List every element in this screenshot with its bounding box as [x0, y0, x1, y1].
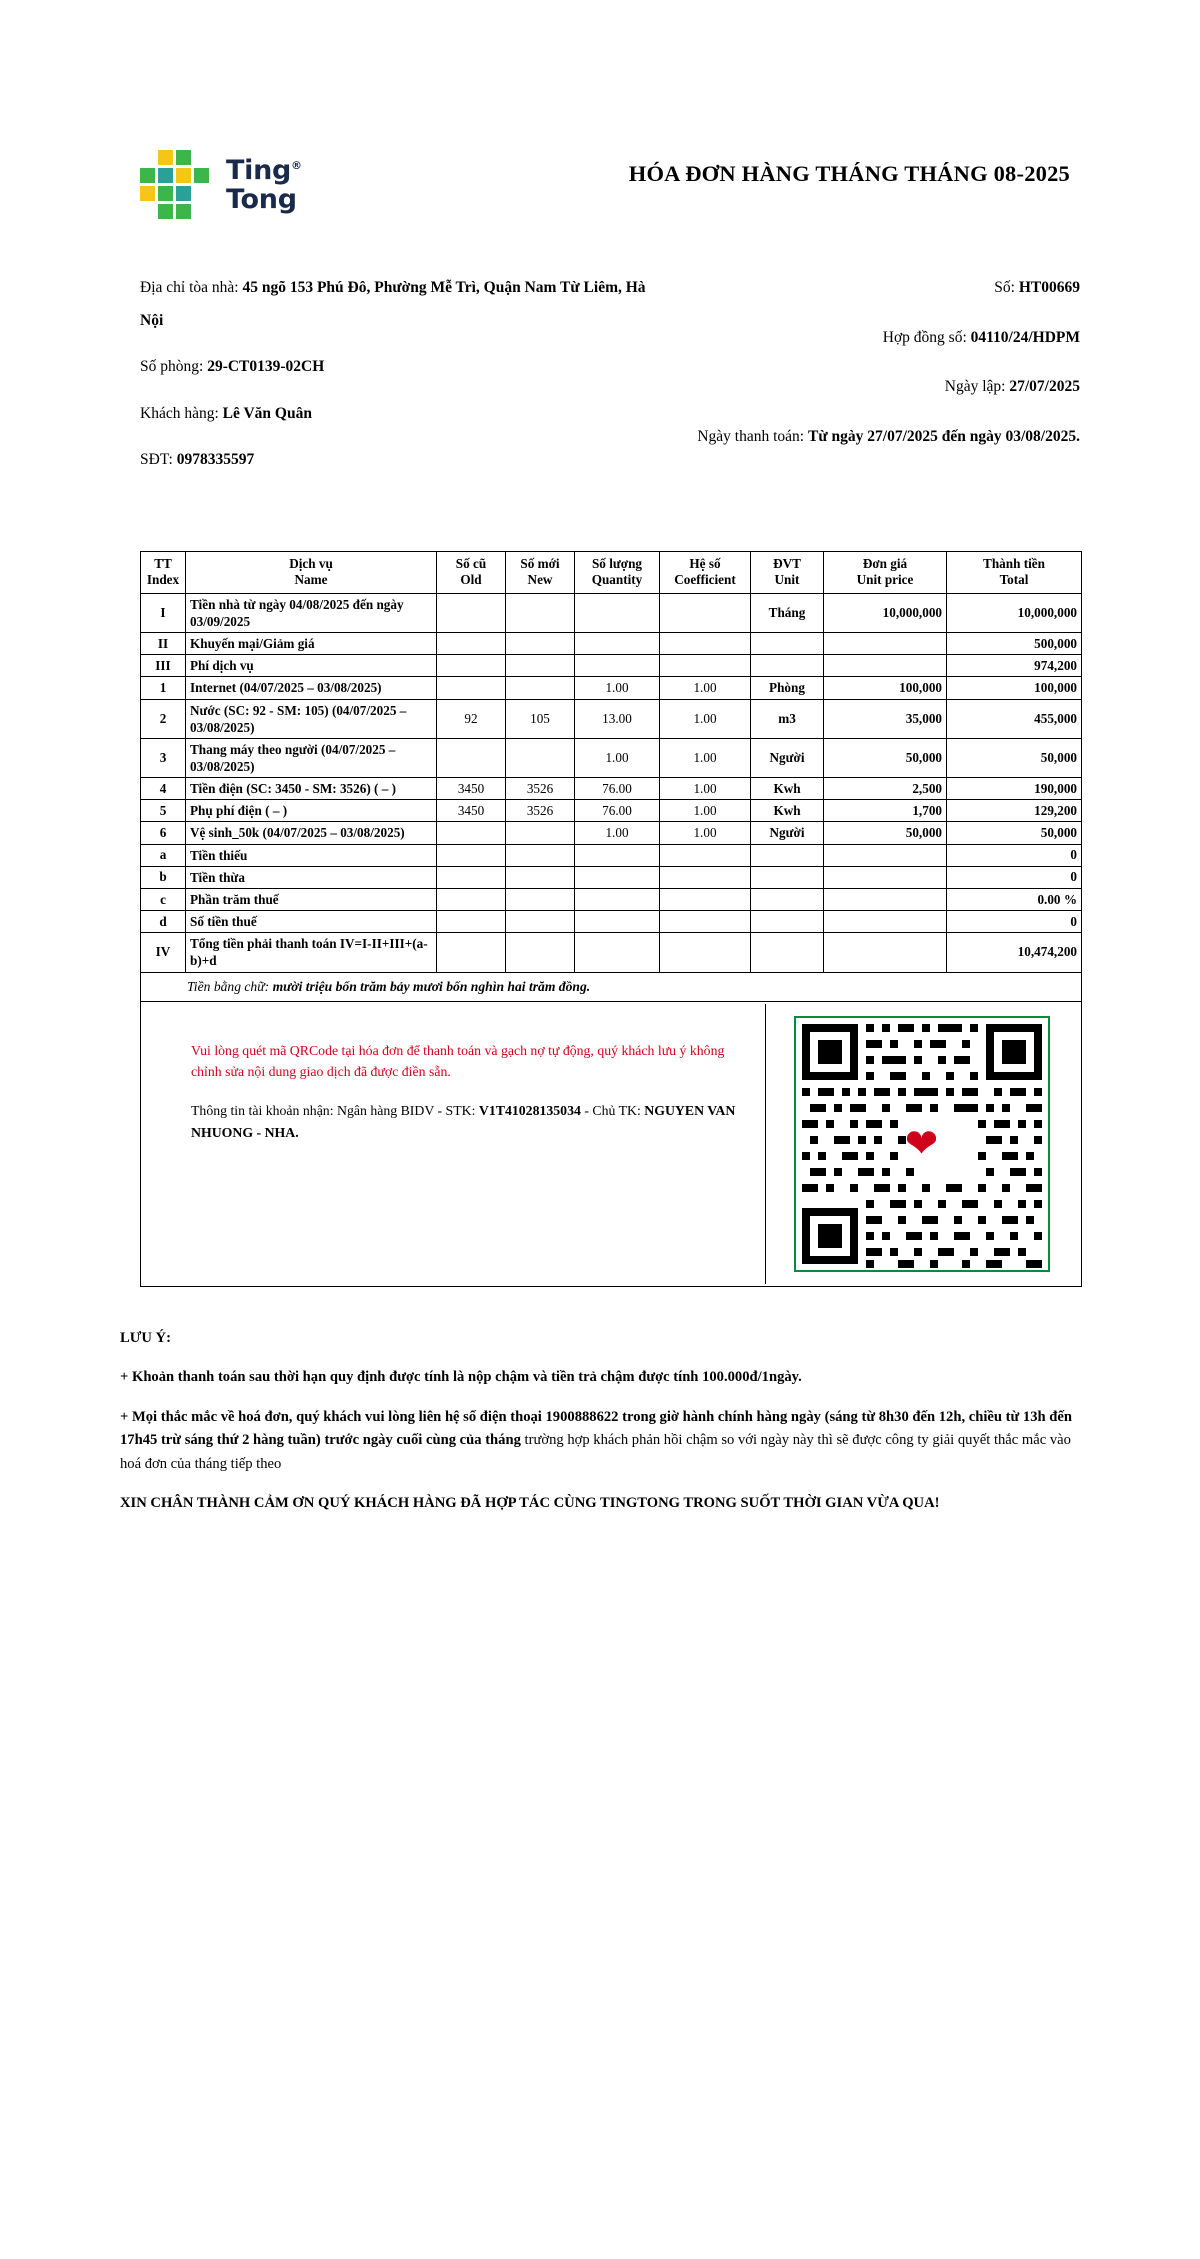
invoice-header — [0, 0, 1200, 220]
brand-logo — [140, 140, 400, 220]
cell-total: 190,000 — [947, 778, 1082, 800]
cell-old — [437, 738, 506, 777]
cell-new — [506, 933, 575, 972]
cell-name: Phí dịch vụ — [186, 655, 437, 677]
cell-unit — [751, 888, 824, 910]
th-coefficient-l2: Coefficient — [674, 572, 736, 588]
cell-new — [506, 911, 575, 933]
cell-name: Phần trăm thuế — [186, 888, 437, 910]
table-row — [141, 593, 1082, 632]
tingtong-logo-icon — [140, 150, 216, 220]
cell-unit: Phòng — [751, 677, 824, 699]
table-row — [141, 677, 1082, 699]
cell-old — [437, 655, 506, 677]
cell-index: I — [141, 593, 186, 632]
footer-note-late-payment — [120, 1366, 1080, 1390]
registered-mark: ® — [291, 158, 302, 172]
cell-name: Internet (04/07/2025 – 03/08/2025) — [186, 677, 437, 699]
cell-total: 0 — [947, 866, 1082, 888]
cell-index: 3 — [141, 738, 186, 777]
meta-invoice-number — [666, 272, 1080, 305]
meta-phone-label: SĐT: — [140, 451, 173, 469]
payment-note-text — [145, 1004, 765, 1284]
cell-old — [437, 933, 506, 972]
cell-new — [506, 738, 575, 777]
cell-quantity: 1.00 — [575, 738, 660, 777]
meta-room-number-label: Số phòng: — [140, 358, 204, 376]
bank-info-middle: - Chủ TK: — [580, 1103, 645, 1119]
table-row — [141, 655, 1082, 677]
cell-index: c — [141, 888, 186, 910]
meta-room-number — [140, 351, 666, 384]
th-coefficient-l1: Hệ số — [689, 555, 721, 571]
meta-room-number-value: 29-CT0139-02CH — [207, 358, 325, 376]
qr-code-image[interactable] — [802, 1024, 1042, 1264]
meta-payment-period-label: Ngày thanh toán: — [697, 427, 805, 445]
cell-unit: Người — [751, 822, 824, 844]
th-unit-l2: Unit — [774, 572, 800, 588]
cell-unit-price: 2,500 — [824, 778, 947, 800]
table-row — [141, 911, 1082, 933]
cell-quantity: 13.00 — [575, 699, 660, 738]
cell-total: 129,200 — [947, 800, 1082, 822]
cell-old: 3450 — [437, 778, 506, 800]
cell-unit-price — [824, 933, 947, 972]
meta-customer-label: Khách hàng: — [140, 404, 219, 422]
invoice-footer — [0, 1287, 1200, 1515]
meta-contract-number-value: 04110/24/HDPM — [970, 328, 1080, 346]
cell-unit-price: 100,000 — [824, 677, 947, 699]
meta-payment-period-value: Từ ngày 27/07/2025 đến ngày 03/08/2025. — [808, 427, 1080, 445]
invoice-table-wrap — [0, 491, 1200, 1287]
cell-name: Vệ sinh_50k (04/07/2025 – 03/08/2025) — [186, 822, 437, 844]
cell-new — [506, 888, 575, 910]
cell-unit-price: 50,000 — [824, 822, 947, 844]
th-unit-l1: ĐVT — [773, 555, 801, 571]
cell-old — [437, 593, 506, 632]
cell-unit-price: 35,000 — [824, 699, 947, 738]
cell-coefficient — [660, 888, 751, 910]
bank-account-number: V1T41028135034 — [478, 1103, 581, 1119]
footer-title: LƯU Ý: — [120, 1329, 171, 1346]
cell-index: 5 — [141, 800, 186, 822]
cell-quantity — [575, 911, 660, 933]
cell-coefficient: 1.00 — [660, 699, 751, 738]
cell-name: Tiền thừa — [186, 866, 437, 888]
cell-unit — [751, 933, 824, 972]
th-unit-price-l2: Unit price — [856, 572, 914, 588]
invoice-meta — [0, 220, 1200, 491]
table-row — [141, 633, 1082, 655]
cell-old — [437, 911, 506, 933]
th-old-l1: Số cũ — [455, 555, 487, 571]
cell-index: II — [141, 633, 186, 655]
meta-issue-date-label: Ngày lập: — [944, 378, 1006, 396]
cell-index: 4 — [141, 778, 186, 800]
cell-total: 50,000 — [947, 738, 1082, 777]
cell-grand-total: 10,474,200 — [947, 933, 1082, 972]
cell-coefficient — [660, 911, 751, 933]
cell-new — [506, 822, 575, 844]
payment-note-row — [141, 1001, 1082, 1286]
cell-index: d — [141, 911, 186, 933]
cell-new — [506, 844, 575, 866]
meta-phone — [140, 444, 666, 477]
cell-total: 10,000,000 — [947, 593, 1082, 632]
qr-code-container — [765, 1004, 1077, 1284]
th-name-l1: Dịch vụ — [289, 555, 333, 571]
th-old — [437, 551, 506, 593]
cell-total: 0 — [947, 911, 1082, 933]
cell-total: 500,000 — [947, 633, 1082, 655]
cell-quantity: 1.00 — [575, 677, 660, 699]
th-total-l1: Thành tiền — [983, 555, 1045, 571]
cell-coefficient — [660, 844, 751, 866]
th-new — [506, 551, 575, 593]
table-header-row — [141, 551, 1082, 593]
cell-new — [506, 593, 575, 632]
cell-quantity — [575, 866, 660, 888]
cell-index: 6 — [141, 822, 186, 844]
cell-quantity — [575, 655, 660, 677]
cell-new: 3526 — [506, 800, 575, 822]
meta-left-column — [140, 272, 666, 491]
cell-unit-price — [824, 633, 947, 655]
cell-total: 100,000 — [947, 677, 1082, 699]
cell-name: Phụ phí điện ( – ) — [186, 800, 437, 822]
th-coefficient — [660, 551, 751, 593]
cell-old — [437, 866, 506, 888]
cell-old: 92 — [437, 699, 506, 738]
qr-instruction-text: Vui lòng quét mã QRCode tại hóa đơn để thanh toán và gạch nợ tự động, quý khách lưu ý không chỉnh sửa nội dung giao dịch đã được điền sẵn. — [191, 1042, 725, 1079]
table-row — [141, 778, 1082, 800]
payment-note-cell — [141, 1001, 1082, 1286]
meta-building-address-value: 45 ngõ 153 Phú Đô, Phường Mễ Trì, Quận Nam Từ Liêm, Hà Nội — [140, 279, 646, 329]
meta-issue-date — [666, 371, 1080, 404]
cell-coefficient — [660, 655, 751, 677]
footer-note-late-payment-text: + Khoản thanh toán sau thời hạn quy định được tính là nộp chậm và tiền trả chậm được tính 100.000đ/1ngày. — [120, 1369, 802, 1386]
th-index — [141, 551, 186, 593]
cell-name: Tiền thiếu — [186, 844, 437, 866]
cell-coefficient: 1.00 — [660, 677, 751, 699]
cell-quantity — [575, 888, 660, 910]
cell-unit: Kwh — [751, 778, 824, 800]
cell-index: III — [141, 655, 186, 677]
cell-unit-price — [824, 911, 947, 933]
cell-old — [437, 677, 506, 699]
cell-unit-price — [824, 655, 947, 677]
meta-customer — [140, 398, 666, 431]
cell-unit: Kwh — [751, 800, 824, 822]
th-unit — [751, 551, 824, 593]
cell-new: 3526 — [506, 778, 575, 800]
brand-name-line1: Ting — [226, 154, 292, 186]
cell-total: 974,200 — [947, 655, 1082, 677]
footer-note-contact — [120, 1406, 1080, 1477]
th-new-l2: New — [527, 572, 553, 588]
cell-unit — [751, 844, 824, 866]
cell-coefficient — [660, 866, 751, 888]
cell-quantity — [575, 844, 660, 866]
cell-name: Khuyến mại/Giảm giá — [186, 633, 437, 655]
th-quantity — [575, 551, 660, 593]
page-title: HÓA ĐƠN HÀNG THÁNG THÁNG 08-2025 — [628, 161, 1070, 186]
table-row — [141, 822, 1082, 844]
invoice-table-body — [141, 593, 1082, 1286]
th-unit-price — [824, 551, 947, 593]
invoice-table-head — [141, 551, 1082, 593]
cell-index: 1 — [141, 677, 186, 699]
th-name — [186, 551, 437, 593]
cell-index: 2 — [141, 699, 186, 738]
table-row — [141, 844, 1082, 866]
meta-issue-date-value: 27/07/2025 — [1009, 378, 1080, 396]
meta-customer-value: Lê Văn Quân — [222, 404, 312, 422]
cell-quantity: 76.00 — [575, 800, 660, 822]
footer-note-contact-hotline: 1900888622 trong giờ hành chính hàng ngày (sáng từ 8h30 đến 12h, chiều từ 13h đến 17h45 trừ sáng thứ 2 hàng tuần) — [120, 1408, 1072, 1449]
meta-contract-number-label: Hợp đồng số: — [882, 328, 967, 346]
meta-right-column — [666, 272, 1080, 491]
invoice-table — [140, 551, 1082, 1287]
cell-coefficient — [660, 593, 751, 632]
th-total-l2: Total — [999, 572, 1029, 588]
cell-name: Tổng tiền phải thanh toán IV=I-II+III+(a-b)+d — [186, 933, 437, 972]
cell-old — [437, 822, 506, 844]
cell-coefficient — [660, 633, 751, 655]
cell-total: 455,000 — [947, 699, 1082, 738]
th-quantity-l1: Số lượng — [591, 555, 643, 571]
th-total — [947, 551, 1082, 593]
table-row — [141, 738, 1082, 777]
cell-old: 3450 — [437, 800, 506, 822]
cell-unit-price: 1,700 — [824, 800, 947, 822]
th-index-l1: TT — [154, 555, 172, 571]
th-quantity-l2: Quantity — [591, 572, 643, 588]
cell-total: 0 — [947, 844, 1082, 866]
cell-unit — [751, 633, 824, 655]
footer-note-contact-deadline: trước ngày cuối cùng của tháng — [320, 1432, 521, 1449]
th-old-l2: Old — [460, 572, 482, 588]
cell-coefficient: 1.00 — [660, 822, 751, 844]
cell-name: Thang máy theo người (04/07/2025 – 03/08/2025) — [186, 738, 437, 777]
th-index-l2: Index — [146, 572, 180, 588]
cell-quantity — [575, 593, 660, 632]
meta-payment-period — [666, 421, 1080, 454]
cell-total: 0.00 % — [947, 888, 1082, 910]
cell-quantity: 1.00 — [575, 822, 660, 844]
meta-phone-value: 0978335597 — [176, 451, 255, 469]
bank-info-prefix: Thông tin tài khoản nhận: Ngân hàng BIDV - STK: — [191, 1103, 479, 1119]
cell-name: Số tiền thuế — [186, 911, 437, 933]
cell-coefficient: 1.00 — [660, 778, 751, 800]
cell-name: Tiền điện (SC: 3450 - SM: 3526) ( – ) — [186, 778, 437, 800]
th-name-l2: Name — [294, 572, 328, 588]
cell-new — [506, 677, 575, 699]
table-row — [141, 699, 1082, 738]
brand-name — [226, 156, 302, 214]
cell-unit-price — [824, 888, 947, 910]
bank-info-text — [191, 1100, 747, 1143]
cell-coefficient: 1.00 — [660, 800, 751, 822]
cell-new — [506, 866, 575, 888]
footer-note-contact-prefix: + Mọi thắc mắc về hoá đơn, quý khách vui lòng liên hệ số điện thoại — [120, 1408, 546, 1425]
meta-building-address — [140, 272, 666, 337]
bank-account-owner: NGUYEN VAN NHUONG - NHA. — [191, 1103, 736, 1140]
cell-total: 50,000 — [947, 822, 1082, 844]
cell-coefficient: 1.00 — [660, 738, 751, 777]
cell-new — [506, 655, 575, 677]
amount-in-words-cell — [141, 972, 1082, 1001]
amount-in-words-row — [141, 972, 1082, 1001]
cell-new: 105 — [506, 699, 575, 738]
cell-unit — [751, 655, 824, 677]
cell-coefficient — [660, 933, 751, 972]
heart-icon: ❤ — [904, 1120, 939, 1166]
cell-index: a — [141, 844, 186, 866]
cell-old — [437, 633, 506, 655]
qr-code-frame — [794, 1016, 1050, 1272]
cell-unit-price: 50,000 — [824, 738, 947, 777]
cell-quantity — [575, 933, 660, 972]
meta-invoice-number-label: Số: — [994, 279, 1015, 296]
table-row — [141, 866, 1082, 888]
meta-contract-number — [666, 322, 1080, 355]
amount-in-words-label: Tiền bằng chữ: — [187, 978, 270, 994]
amount-in-words-value: mười triệu bốn trăm bảy mươi bốn nghìn hai trăm đồng. — [272, 978, 591, 994]
cell-old — [437, 888, 506, 910]
cell-quantity: 76.00 — [575, 778, 660, 800]
cell-unit — [751, 866, 824, 888]
cell-quantity — [575, 633, 660, 655]
cell-unit: Người — [751, 738, 824, 777]
cell-unit-price: 10,000,000 — [824, 593, 947, 632]
th-new-l1: Số mới — [520, 555, 560, 571]
footer-note-contact-tail: trường hợp khách phản hồi chậm so với ngày này thì sẽ được công ty giải quyết thắc mắc vào hoá đơn của tháng tiếp theo — [120, 1432, 1071, 1473]
cell-name: Tiền nhà từ ngày 04/08/2025 đến ngày 03/09/2025 — [186, 593, 437, 632]
cell-index: IV — [141, 933, 186, 972]
cell-index: b — [141, 866, 186, 888]
cell-unit — [751, 911, 824, 933]
table-row — [141, 800, 1082, 822]
cell-new — [506, 633, 575, 655]
brand-name-line2: Tong — [226, 184, 297, 215]
th-unit-price-l1: Đơn giá — [862, 555, 908, 571]
meta-invoice-number-value: HT00669 — [1018, 279, 1080, 296]
cell-unit: Tháng — [751, 593, 824, 632]
cell-unit-price — [824, 866, 947, 888]
footer-thanks: XIN CHÂN THÀNH CẢM ƠN QUÝ KHÁCH HÀNG ĐÃ HỢP TÁC CÙNG TINGTONG TRONG SUỐT THỜI GIAN VỪA QUA! — [120, 1494, 940, 1511]
cell-name: Nước (SC: 92 - SM: 105) (04/07/2025 – 03/08/2025) — [186, 699, 437, 738]
cell-unit-price — [824, 844, 947, 866]
cell-unit: m3 — [751, 699, 824, 738]
cell-old — [437, 844, 506, 866]
table-row-grand-total — [141, 933, 1082, 972]
meta-building-address-label: Địa chỉ tòa nhà: — [140, 279, 239, 296]
table-row — [141, 888, 1082, 910]
